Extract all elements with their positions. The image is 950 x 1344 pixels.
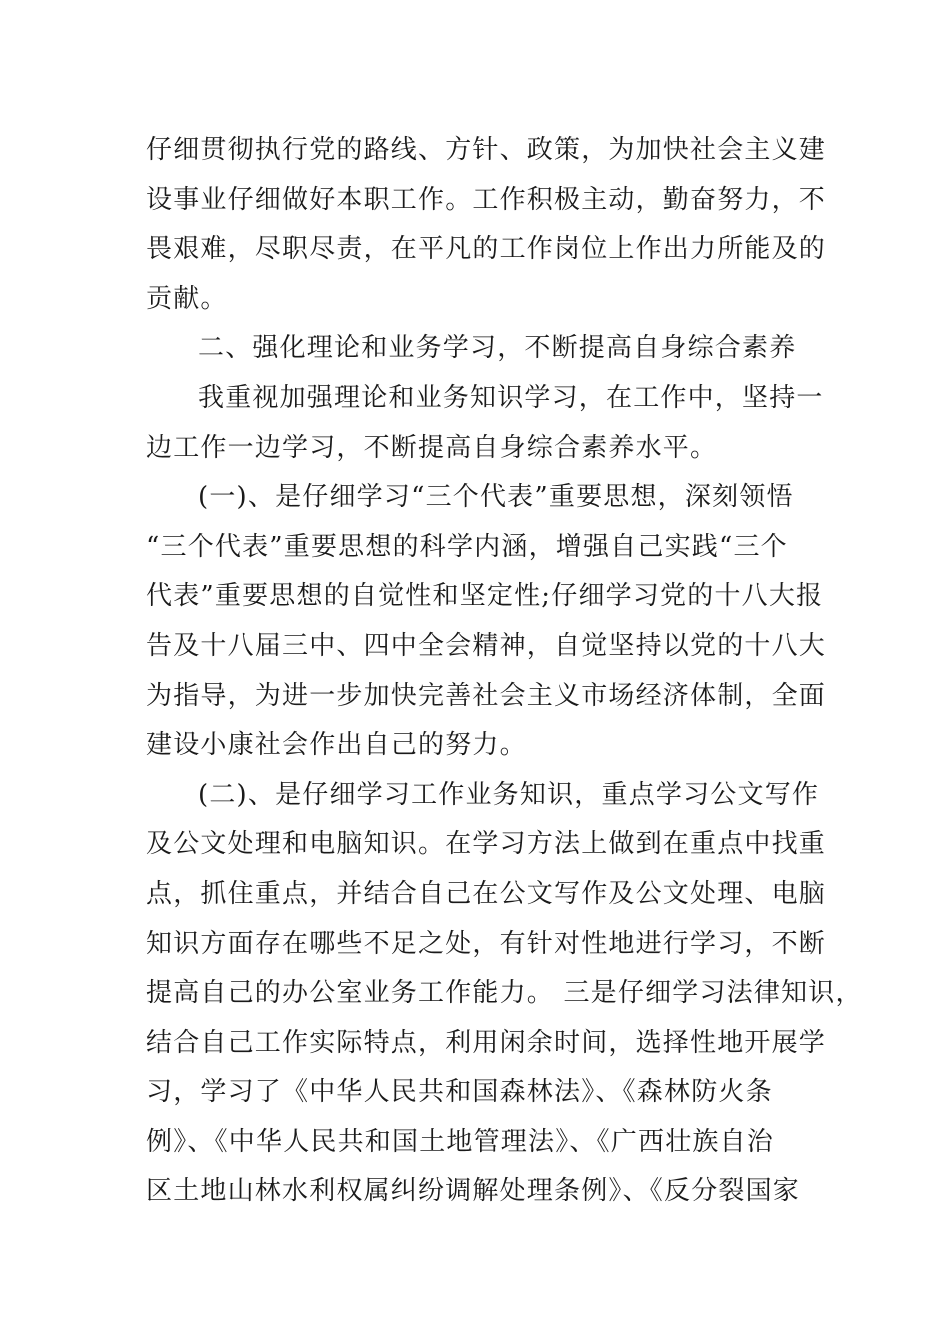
text-line: 习，学习了《中华人民共和国森林法》、《森林防火条 (146, 1077, 773, 1108)
document-body (146, 126, 863, 1217)
text-line: 及公文处理和电脑知识。在学习方法上做到在重点中找重 (146, 829, 827, 860)
text-line: 提高自己的办公室业务工作能力。 三是仔细学习法律知识， (146, 978, 863, 1009)
paragraph-item-2 (146, 771, 863, 1217)
text-line: 告及十八届三中、四中全会精神，自觉坚持以党的十八大 (146, 630, 827, 661)
text-line: 结合自己工作实际特点，利用闲余时间，选择性地开展学 (146, 1027, 827, 1058)
text-line: (一)、是仔细学习“三个代表”重要思想，深刻领悟 (198, 482, 794, 513)
text-line: 代表”重要思想的自觉性和坚定性;仔细学习党的十八大报 (146, 581, 824, 612)
paragraph-item-1 (146, 473, 827, 771)
text-line: 贡献。 (146, 283, 228, 314)
text-line: 区土地山林水利权属纠纷调解处理条例》、《反分裂国家 (146, 1176, 801, 1207)
text-line: 点，抓住重点，并结合自己在公文写作及公文处理、电脑 (146, 878, 827, 909)
text-line: 仔细贯彻执行党的路线、方针、政策，为加快社会主义建 (146, 135, 827, 165)
text-line: 设事业仔细做好本职工作。工作积极主动，勤奋努力，不 (146, 184, 827, 215)
section-heading-2 (146, 324, 806, 374)
text-line: 建设小康社会作出自己的努力。 (146, 730, 527, 761)
text-line: 边工作一边学习，不断提高自身综合素养水平。 (146, 432, 718, 463)
text-line: 例》、《中华人民共和国土地管理法》、《广西壮族自治 (146, 1126, 775, 1157)
text-line: “三个代表”重要思想的科学内涵，增强自己实践“三个 (146, 531, 788, 562)
paragraph-study-intro (146, 374, 824, 473)
paragraph-continuation (146, 126, 827, 324)
text-line: 为指导，为进一步加快完善社会主义市场经济体制，全面 (146, 680, 827, 711)
text-line: 畏艰难，尽职尽责，在平凡的工作岗位上作出力所能及的 (146, 234, 827, 265)
text-line: (二)、是仔细学习工作业务知识，重点学习公文写作 (198, 779, 820, 810)
text-line: 知识方面存在哪些不足之处，有针对性地进行学习，不断 (146, 928, 827, 959)
text-line: 我重视加强理论和业务知识学习，在工作中，坚持一 (198, 382, 824, 413)
text-line: 二、强化理论和业务学习，不断提高自身综合素养 (198, 333, 797, 364)
